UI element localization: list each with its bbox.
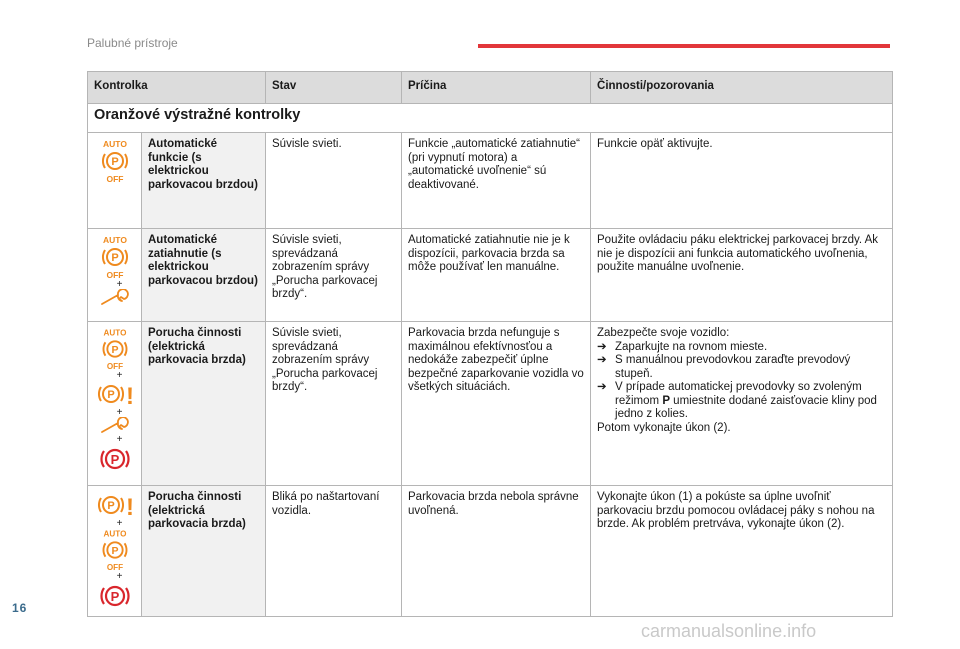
col-header-pricina: Príčina bbox=[402, 72, 591, 104]
action-intro: Zabezpečte svoje vozidlo: bbox=[597, 327, 730, 339]
parking-brake-fault-icon bbox=[94, 491, 136, 519]
svg-text:AUTO: AUTO bbox=[102, 139, 127, 149]
svg-text:P: P bbox=[110, 343, 119, 356]
table-header-row bbox=[88, 72, 893, 104]
plus-sign: + bbox=[116, 434, 123, 445]
auto-off-parking-brake-icon bbox=[98, 528, 132, 572]
header-accent-bar bbox=[478, 44, 890, 48]
svg-text:OFF: OFF bbox=[106, 563, 123, 572]
auto-off-parking-brake-icon bbox=[98, 138, 132, 184]
svg-text:OFF: OFF bbox=[106, 174, 123, 184]
auto-off-parking-brake-icon bbox=[98, 234, 132, 280]
list-item: ➔ S manuálnou prevodovkou zaraďte prevodový stupeň. bbox=[597, 354, 851, 380]
row-action: Vykonajte úkon (1) a pokúste sa úplne uvoľniť parkovaciu brzdu pomocou ovládacej páky s nohou na brzde. Ak problém pretrváva, vykonajte úkon (2). bbox=[591, 486, 893, 617]
svg-text:P: P bbox=[110, 252, 119, 264]
svg-text:P: P bbox=[110, 452, 119, 467]
parking-brake-red-icon bbox=[98, 581, 132, 611]
auto-off-parking-brake-icon bbox=[98, 327, 132, 371]
svg-text:P: P bbox=[110, 156, 119, 168]
wrench-icon bbox=[98, 289, 132, 307]
section-row bbox=[88, 104, 893, 133]
svg-text:!: ! bbox=[125, 494, 134, 519]
page-number: 16 bbox=[12, 601, 28, 615]
table-row bbox=[88, 229, 893, 322]
row-name: Automatické funkcie (s elektrickou parkovacou brzdou) bbox=[142, 133, 266, 229]
running-head: Palubné prístroje bbox=[87, 36, 178, 50]
table-row bbox=[88, 486, 893, 617]
list-item: ➔ Zaparkujte na rovnom mieste. bbox=[597, 340, 768, 353]
plus-sign: + bbox=[116, 518, 123, 529]
plus-sign: + bbox=[116, 279, 123, 290]
parking-brake-fault-icon bbox=[94, 380, 136, 408]
arrow-bullet-icon: ➔ bbox=[597, 381, 607, 393]
row-name: Porucha činnosti (elektrická parkovacia brzda) bbox=[142, 322, 266, 486]
row-icon-cell bbox=[88, 133, 142, 229]
svg-text:P: P bbox=[110, 544, 119, 557]
col-header-kontrolka: Kontrolka bbox=[88, 72, 266, 104]
row-icon-cell bbox=[88, 486, 142, 617]
table-row bbox=[88, 133, 893, 229]
arrow-bullet-icon: ➔ bbox=[597, 340, 607, 353]
plus-sign: + bbox=[116, 571, 123, 582]
watermark: carmanualsonline.info bbox=[641, 621, 817, 641]
row-action: Použite ovládaciu páku elektrickej parkovacej brzdy. Ak nie je dispozícii ani funkcia automatického uvoľnenia, použite manuálne uvoľnenie. bbox=[591, 229, 893, 322]
row-state: Súvisle svieti, sprevádzaná zobrazením správy „Porucha parkovacej brzdy“. bbox=[266, 229, 402, 322]
svg-text:AUTO: AUTO bbox=[103, 529, 126, 539]
parking-brake-red-icon bbox=[98, 444, 132, 474]
row-name: Porucha činnosti (elektrická parkovacia brzda) bbox=[142, 486, 266, 617]
row-cause: Automatické zatiahnutie nie je k dispozícii, parkovacia brzda sa môže používať len manuálne. bbox=[402, 229, 591, 322]
action-bullet-list bbox=[597, 341, 886, 422]
row-cause: Parkovacia brzda nebola správne uvoľnená. bbox=[402, 486, 591, 617]
section-title: Oranžové výstražné kontrolky bbox=[88, 104, 893, 133]
row-cause: Funkcie „automatické zatiahnutie“ (pri vypnutí motora) a „automatické uvoľnenie“ sú deaktivované. bbox=[402, 133, 591, 229]
wrench-icon bbox=[98, 417, 132, 435]
row-name: Automatické zatiahnutie (s elektrickou parkovacou brzdou) bbox=[142, 229, 266, 322]
row-action bbox=[591, 322, 893, 486]
warning-lights-table bbox=[87, 71, 893, 617]
row-icon-cell bbox=[88, 229, 142, 322]
row-cause: Parkovacia brzda nefunguje s maximálnou efektívnosťou a nedokáže zabezpečiť úplne bezpečné zaparkovanie vozidla vo všetkých situáciách. bbox=[402, 322, 591, 486]
svg-text:AUTO: AUTO bbox=[103, 328, 126, 338]
svg-text:!: ! bbox=[125, 383, 134, 408]
plus-sign: + bbox=[116, 407, 123, 418]
row-action: Funkcie opäť aktivujte. bbox=[591, 133, 893, 229]
plus-sign: + bbox=[116, 370, 123, 381]
arrow-bullet-icon: ➔ bbox=[597, 354, 607, 366]
svg-text:P: P bbox=[106, 389, 115, 401]
svg-text:P: P bbox=[106, 500, 115, 512]
action-outro: Potom vykonajte úkon (2). bbox=[597, 421, 731, 434]
col-header-cinnosti: Činnosti/pozorovania bbox=[591, 72, 893, 104]
svg-text:OFF: OFF bbox=[106, 270, 123, 280]
list-item: ➔ V prípade automatickej prevodovky so zvoleným režimom P umiestnite dodané zaisťovacie kliny pod jedno z kolies. bbox=[597, 381, 877, 420]
col-header-stav: Stav bbox=[266, 72, 402, 104]
table-row bbox=[88, 322, 893, 486]
row-state: Súvisle svieti, sprevádzaná zobrazením správy „Porucha parkovacej brzdy“. bbox=[266, 322, 402, 486]
svg-text:AUTO: AUTO bbox=[102, 235, 127, 245]
row-icon-cell bbox=[88, 322, 142, 486]
svg-text:OFF: OFF bbox=[106, 362, 123, 371]
gear-p-label: P bbox=[662, 394, 670, 407]
row-state: Súvisle svieti. bbox=[266, 133, 402, 229]
row-state: Bliká po naštartovaní vozidla. bbox=[266, 486, 402, 617]
svg-text:P: P bbox=[110, 589, 119, 604]
